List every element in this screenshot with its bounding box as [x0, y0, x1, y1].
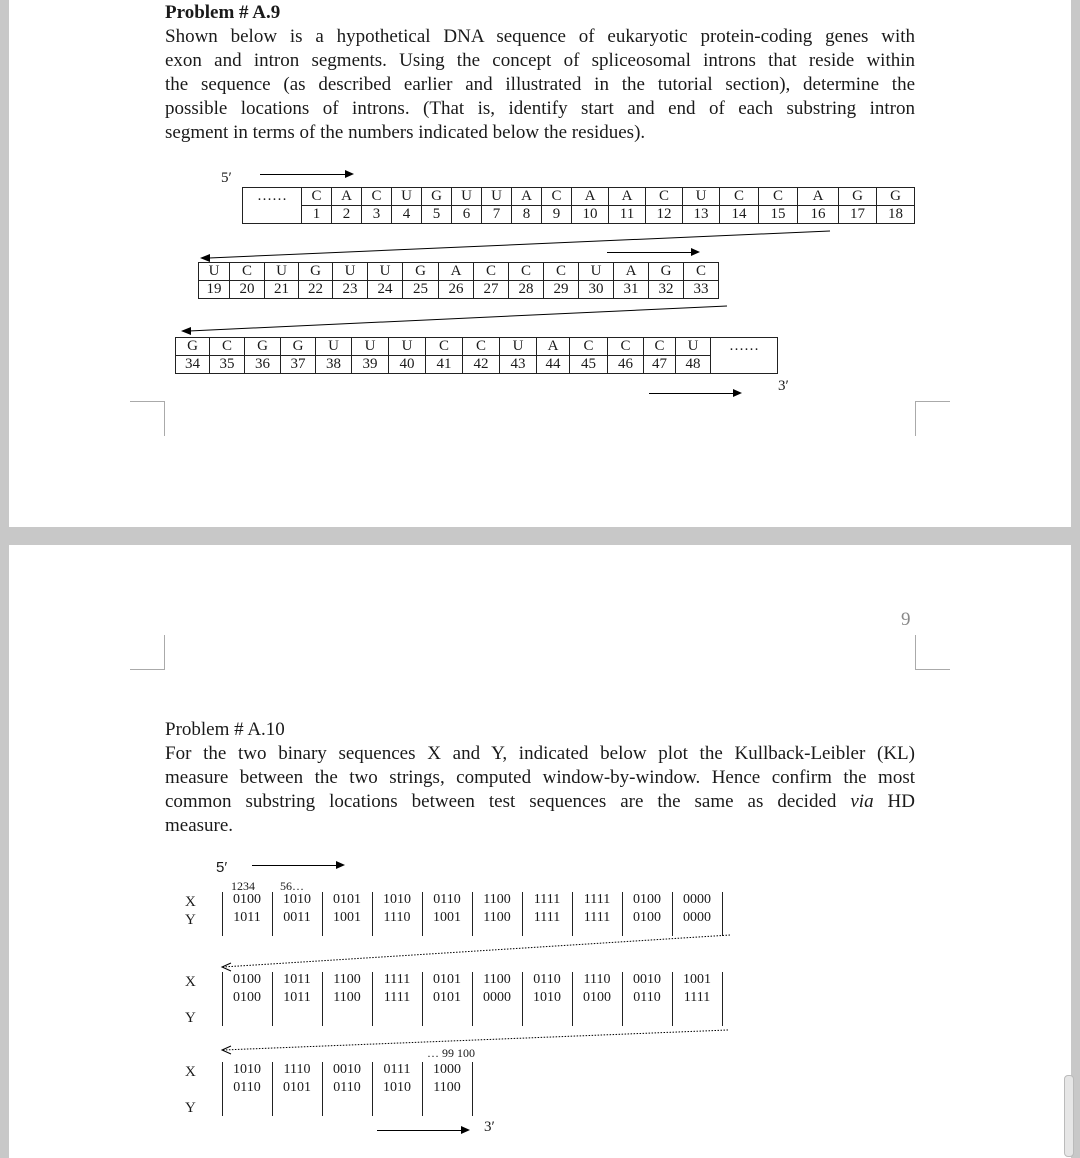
residue-number: 14 [720, 206, 759, 224]
residue-number: 17 [839, 206, 877, 224]
x-bits: 0010 [633, 972, 661, 987]
y-bits: 1001 [433, 910, 461, 925]
residue-number: 44 [537, 356, 570, 374]
y-bits: 1111 [533, 910, 561, 925]
three-prime-label: 3′ [778, 378, 789, 394]
residue-number: 20 [230, 281, 265, 299]
residue-number: 26 [439, 281, 474, 299]
ellipsis-cell: …… [243, 188, 302, 224]
y-bits: 1001 [333, 910, 361, 925]
arrow-head [461, 1126, 470, 1134]
residue-base: A [537, 338, 570, 356]
x-bits: 0100 [633, 892, 661, 907]
y-bits: 0100 [233, 990, 261, 1005]
residue-base: C [608, 338, 644, 356]
residue-number: 9 [542, 206, 572, 224]
y-bits: 0110 [333, 1080, 361, 1095]
x-bits: 0101 [333, 892, 361, 907]
label-y: Y [185, 912, 196, 928]
residue-base: U [389, 338, 426, 356]
problem-a10-title: Problem # A.10 [165, 719, 285, 740]
residue-base: G [839, 188, 877, 206]
y-bits: 0101 [283, 1080, 311, 1095]
residue-base: A [332, 188, 362, 206]
direction-arrow [377, 1130, 461, 1131]
residue-number: 6 [452, 206, 482, 224]
page-2 [9, 545, 1071, 1158]
residue-base: C [362, 188, 392, 206]
x-bits: 0010 [333, 1062, 361, 1077]
residue-number: 36 [245, 356, 281, 374]
residue-base: U [452, 188, 482, 206]
column-divider [472, 1062, 473, 1116]
label-y: Y [185, 1010, 196, 1026]
scrollbar-thumb[interactable] [1064, 1075, 1074, 1157]
y-bits: 1010 [383, 1080, 411, 1095]
residue-number: 18 [877, 206, 915, 224]
residue-number: 38 [316, 356, 352, 374]
residue-base: C [542, 188, 572, 206]
residue-base: G [649, 263, 684, 281]
corner-mark [915, 401, 950, 436]
residue-base: C [544, 263, 579, 281]
a9-line: Shown below is a hypothetical DNA sequence of eukaryotic protein-coding genes with [165, 26, 915, 47]
residue-number: 15 [759, 206, 798, 224]
residue-number: 2 [332, 206, 362, 224]
x-bits: 1110 [583, 972, 611, 987]
residue-base: U [368, 263, 403, 281]
residue-number: 3 [362, 206, 392, 224]
sequence-row-2 [198, 262, 719, 299]
index-label-end: … 99 100 [427, 1046, 475, 1060]
x-bits: 0111 [383, 1062, 411, 1077]
y-bits: 1111 [583, 910, 611, 925]
residue-number: 37 [281, 356, 316, 374]
residue-base: A [572, 188, 609, 206]
label-x: X [185, 974, 196, 990]
residue-number: 32 [649, 281, 684, 299]
x-bits: 0101 [433, 972, 461, 987]
residue-base: U [333, 263, 368, 281]
y-bits: 0100 [583, 990, 611, 1005]
residue-base: C [230, 263, 265, 281]
y-bits: 0011 [283, 910, 311, 925]
residue-base: C [759, 188, 798, 206]
residue-number: 43 [500, 356, 537, 374]
residue-base: U [199, 263, 230, 281]
label-x: X [185, 1064, 196, 1080]
residue-number: 27 [474, 281, 509, 299]
y-bits: 0100 [633, 910, 661, 925]
residue-number: 47 [644, 356, 676, 374]
five-prime-label: 5′ [216, 859, 228, 876]
a10-line3-post: HD [873, 791, 915, 812]
a10-line: measure. [165, 815, 234, 836]
residue-base: G [299, 263, 333, 281]
a9-line: exon and intron segments. Using the concept of spliceosomal introns that reside within [165, 50, 915, 71]
x-bits: 1100 [483, 892, 511, 907]
residue-number: 1 [302, 206, 332, 224]
residue-number: 21 [265, 281, 299, 299]
residue-base: U [352, 338, 389, 356]
y-bits: 1011 [283, 990, 311, 1005]
x-bits: 1111 [583, 892, 611, 907]
residue-base: C [302, 188, 332, 206]
page-1 [9, 0, 1071, 527]
residue-number: 29 [544, 281, 579, 299]
y-bits: 1110 [383, 910, 411, 925]
residue-number: 16 [798, 206, 839, 224]
direction-arrow [649, 393, 733, 394]
y-bits: 1100 [433, 1080, 461, 1095]
residue-base: A [439, 263, 474, 281]
y-bits: 0000 [483, 990, 511, 1005]
y-bits: 0101 [433, 990, 461, 1005]
a10-line3-italic: via [850, 791, 874, 812]
three-prime-label: 3′ [484, 1119, 495, 1135]
residue-number: 45 [570, 356, 608, 374]
y-bits: 1011 [233, 910, 261, 925]
x-bits: 1110 [283, 1062, 311, 1077]
residue-number: 24 [368, 281, 403, 299]
residue-base: G [281, 338, 316, 356]
y-bits: 0000 [683, 910, 711, 925]
residue-base: A [609, 188, 646, 206]
five-prime-label: 5′ [221, 170, 232, 186]
residue-base: C [646, 188, 683, 206]
binary-block-3 [222, 1062, 472, 1116]
residue-number: 13 [683, 206, 720, 224]
intron-arrow [607, 252, 691, 253]
a10-line: For the two binary sequences X and Y, indicated below plot the Kullback-Leibler (KL) [165, 743, 915, 764]
residue-base: U [579, 263, 614, 281]
a9-line: segment in terms of the numbers indicated below the residues). [165, 122, 646, 143]
a10-line: measure between the two strings, computed window-by-window. Hence confirm the most [165, 767, 915, 788]
residue-base: G [176, 338, 210, 356]
residue-base: C [684, 263, 719, 281]
y-bits: 1111 [683, 990, 711, 1005]
residue-number: 7 [482, 206, 512, 224]
residue-base: U [500, 338, 537, 356]
binary-block-2 [222, 972, 732, 1026]
residue-number: 12 [646, 206, 683, 224]
y-bits: 1100 [333, 990, 361, 1005]
a9-line: possible locations of introns. (That is, identify start and end of each substring intron [165, 98, 915, 119]
residue-number: 30 [579, 281, 614, 299]
residue-number: 22 [299, 281, 333, 299]
residue-base: U [683, 188, 720, 206]
column-divider [722, 972, 723, 1026]
residue-number: 19 [199, 281, 230, 299]
residue-base: U [482, 188, 512, 206]
sequence-row-3 [175, 337, 778, 374]
y-bits: 1100 [483, 910, 511, 925]
residue-base: C [210, 338, 245, 356]
residue-base: G [245, 338, 281, 356]
index-label-start: 1234 [231, 879, 255, 893]
x-bits: 1011 [283, 972, 311, 987]
residue-number: 40 [389, 356, 426, 374]
residue-number: 35 [210, 356, 245, 374]
residue-number: 4 [392, 206, 422, 224]
y-bits: 0110 [233, 1080, 261, 1095]
residue-number: 25 [403, 281, 439, 299]
residue-number: 10 [572, 206, 609, 224]
residue-base: G [403, 263, 439, 281]
residue-base: C [570, 338, 608, 356]
residue-number: 23 [333, 281, 368, 299]
residue-number: 42 [463, 356, 500, 374]
residue-number: 28 [509, 281, 544, 299]
residue-base: G [422, 188, 452, 206]
residue-number: 11 [609, 206, 646, 224]
x-bits: 1010 [283, 892, 311, 907]
x-bits: 0100 [233, 892, 261, 907]
a9-line: the sequence (as described earlier and illustrated in the tutorial section), determine the [165, 74, 915, 95]
x-bits: 1010 [233, 1062, 261, 1077]
residue-number: 5 [422, 206, 452, 224]
residue-base: A [512, 188, 542, 206]
residue-base: C [463, 338, 500, 356]
residue-base: U [316, 338, 352, 356]
residue-number: 48 [676, 356, 711, 374]
x-bits: 0110 [533, 972, 561, 987]
x-bits: 0110 [433, 892, 461, 907]
page-number: 9 [901, 609, 911, 630]
connector-dotted [9, 545, 1071, 1158]
residue-number: 33 [684, 281, 719, 299]
residue-number: 39 [352, 356, 389, 374]
x-bits: 1111 [383, 972, 411, 987]
corner-mark [130, 401, 165, 436]
label-x: X [185, 894, 196, 910]
ellipsis-cell: …… [711, 338, 778, 374]
label-y: Y [185, 1100, 196, 1116]
residue-base: C [474, 263, 509, 281]
x-bits: 1100 [333, 972, 361, 987]
residue-base: U [392, 188, 422, 206]
x-bits: 1100 [483, 972, 511, 987]
residue-base: A [798, 188, 839, 206]
y-bits: 1111 [383, 990, 411, 1005]
residue-base: C [509, 263, 544, 281]
x-bits: 0000 [683, 892, 711, 907]
residue-number: 8 [512, 206, 542, 224]
x-bits: 1111 [533, 892, 561, 907]
residue-base: A [614, 263, 649, 281]
arrow-head [691, 248, 700, 256]
y-bits: 1010 [533, 990, 561, 1005]
residue-number: 41 [426, 356, 463, 374]
problem-a9-title: Problem # A.9 [165, 2, 281, 23]
residue-base: C [644, 338, 676, 356]
arrow-head [733, 389, 742, 397]
residue-base: C [426, 338, 463, 356]
index-label-next: 56… [280, 879, 304, 893]
residue-number: 34 [176, 356, 210, 374]
residue-number: 46 [608, 356, 644, 374]
y-bits: 0110 [633, 990, 661, 1005]
x-bits: 1010 [383, 892, 411, 907]
residue-number: 31 [614, 281, 649, 299]
residue-base: G [877, 188, 915, 206]
a10-line3-pre: common substring locations between test sequences are the same as decided [165, 791, 851, 812]
x-bits: 0100 [233, 972, 261, 987]
x-bits: 1001 [683, 972, 711, 987]
residue-base: U [265, 263, 299, 281]
residue-base: U [676, 338, 711, 356]
x-bits: 1000 [433, 1062, 461, 1077]
residue-base: C [720, 188, 759, 206]
